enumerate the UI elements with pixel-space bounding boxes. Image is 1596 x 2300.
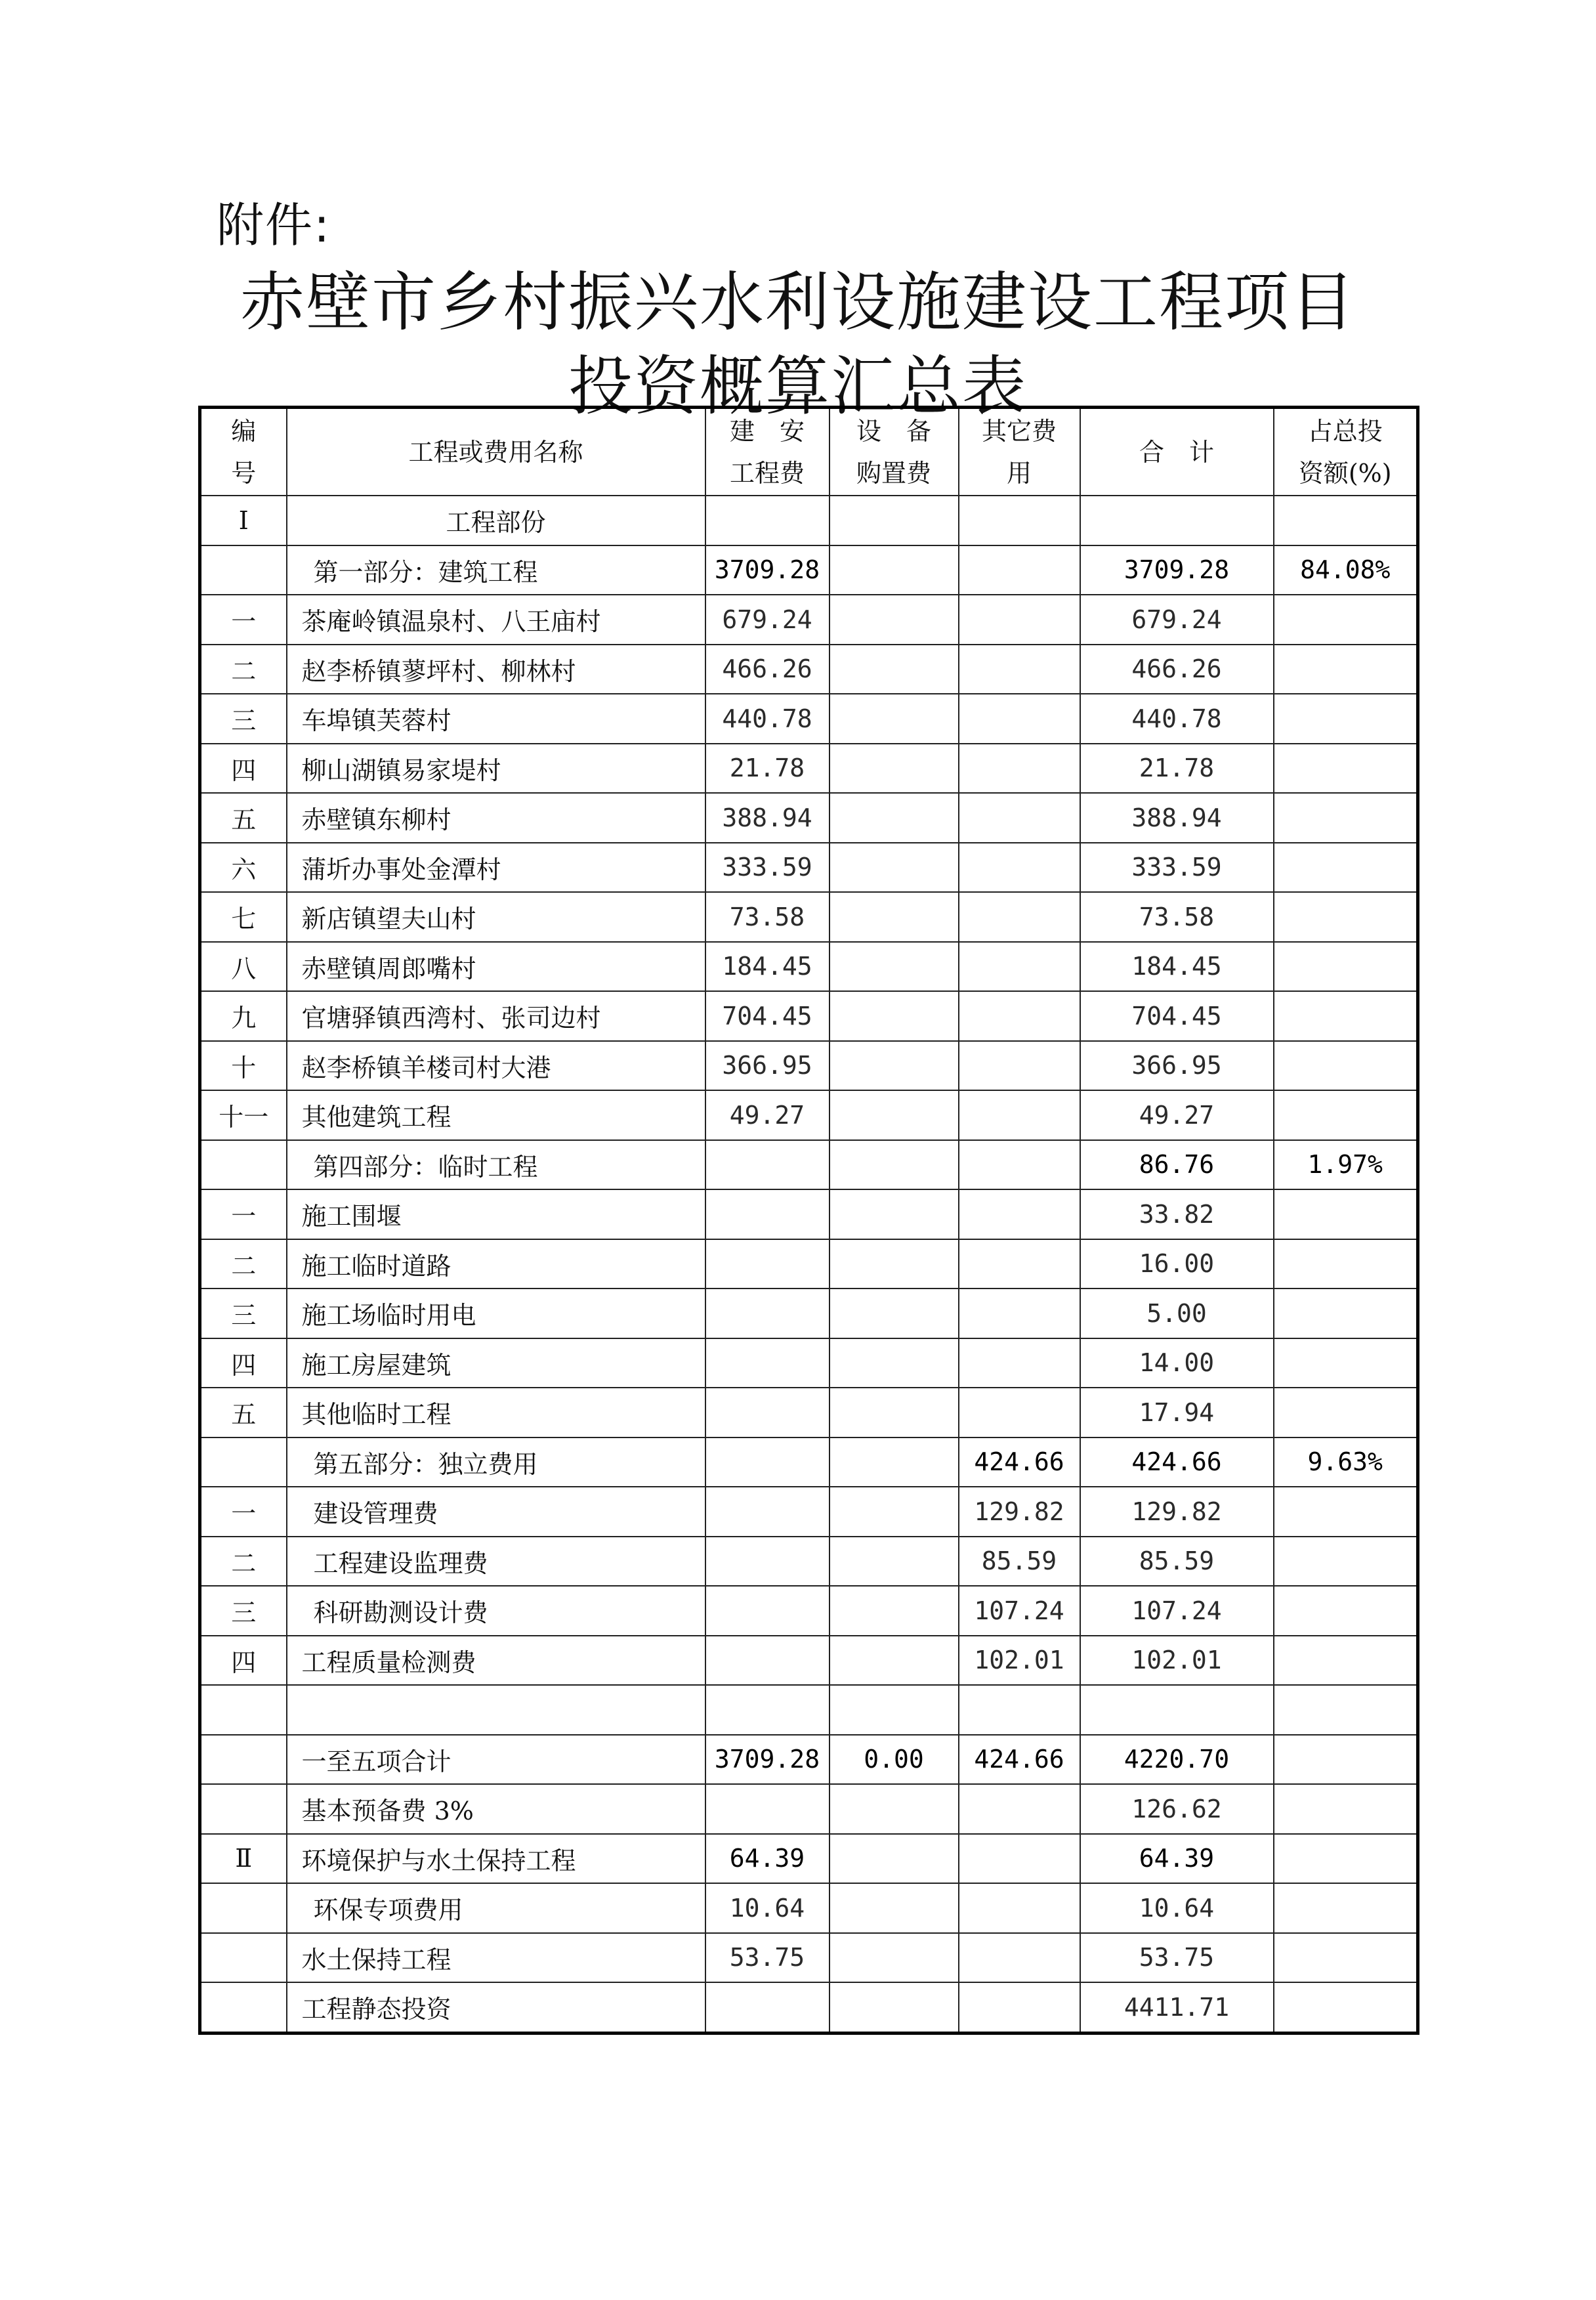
share-percent — [1274, 1883, 1418, 1933]
equipment-cost — [830, 1834, 959, 1884]
row-number: 十 — [200, 1041, 287, 1091]
row-name: 第四部分：临时工程 — [287, 1140, 705, 1190]
header-other: 其它费 用 — [959, 408, 1080, 496]
share-percent — [1274, 1288, 1418, 1338]
share-percent — [1274, 892, 1418, 942]
equipment-cost — [830, 1090, 959, 1140]
other-cost — [959, 595, 1080, 645]
header-build: 建 安 工程费 — [705, 408, 830, 496]
other-cost — [959, 1982, 1080, 2033]
table-row — [200, 942, 1418, 992]
equipment-cost — [830, 1189, 959, 1239]
row-name: 其他临时工程 — [287, 1388, 705, 1438]
row-number — [200, 1140, 287, 1190]
total-cost: 33.82 — [1080, 1189, 1274, 1239]
row-number — [200, 545, 287, 595]
row-name: 工程建设监理费 — [287, 1537, 705, 1587]
equipment-cost — [830, 1784, 959, 1834]
row-number: 三 — [200, 1586, 287, 1636]
table-row — [200, 991, 1418, 1041]
share-percent — [1274, 1537, 1418, 1587]
row-name: 环保专项费用 — [287, 1883, 705, 1933]
row-number: Ⅰ — [200, 496, 287, 545]
table-row — [200, 1735, 1418, 1785]
share-percent — [1274, 991, 1418, 1041]
build-cost: 679.24 — [705, 595, 830, 645]
row-number — [200, 1784, 287, 1834]
table-row — [200, 744, 1418, 794]
equipment-cost — [830, 1140, 959, 1190]
row-name: 赤壁镇周郎嘴村 — [287, 942, 705, 992]
row-number: 一 — [200, 1487, 287, 1537]
build-cost — [705, 1239, 830, 1289]
row-number: 二 — [200, 1537, 287, 1587]
row-number — [200, 1685, 287, 1735]
other-cost — [959, 1834, 1080, 1884]
row-number: 五 — [200, 793, 287, 843]
table-row — [200, 843, 1418, 893]
row-name: 环境保护与水土保持工程 — [287, 1834, 705, 1884]
row-name: 茶庵岭镇温泉村、八王庙村 — [287, 595, 705, 645]
total-cost: 704.45 — [1080, 991, 1274, 1041]
share-percent — [1274, 496, 1418, 545]
equipment-cost — [830, 645, 959, 694]
other-cost — [959, 1388, 1080, 1438]
build-cost — [705, 1685, 830, 1735]
table-row — [200, 694, 1418, 744]
header-pct: 占总投 资额(%) — [1274, 408, 1418, 496]
equipment-cost — [830, 942, 959, 992]
total-cost: 64.39 — [1080, 1834, 1274, 1884]
table-row — [200, 1338, 1418, 1388]
table-row — [200, 1288, 1418, 1338]
share-percent — [1274, 1189, 1418, 1239]
build-cost: 3709.28 — [705, 1735, 830, 1785]
total-cost: 4411.71 — [1080, 1982, 1274, 2033]
table-row — [200, 1933, 1418, 1983]
share-percent — [1274, 1933, 1418, 1983]
row-number: 一 — [200, 595, 287, 645]
other-cost — [959, 496, 1080, 545]
share-percent — [1274, 843, 1418, 893]
row-name: 施工围堰 — [287, 1189, 705, 1239]
build-cost — [705, 1338, 830, 1388]
table-row — [200, 793, 1418, 843]
build-cost — [705, 1189, 830, 1239]
total-cost: 333.59 — [1080, 843, 1274, 893]
build-cost — [705, 1982, 830, 2033]
equipment-cost — [830, 1537, 959, 1587]
row-number: 四 — [200, 1338, 287, 1388]
row-name: 基本预备费 3% — [287, 1784, 705, 1834]
row-number — [200, 1982, 287, 2033]
row-number: 五 — [200, 1388, 287, 1438]
share-percent — [1274, 1784, 1418, 1834]
total-cost: 107.24 — [1080, 1586, 1274, 1636]
equipment-cost — [830, 1636, 959, 1686]
row-number: Ⅱ — [200, 1834, 287, 1884]
total-cost: 4220.70 — [1080, 1735, 1274, 1785]
row-name: 工程质量检测费 — [287, 1636, 705, 1686]
other-cost — [959, 1239, 1080, 1289]
equipment-cost — [830, 1586, 959, 1636]
table-row — [200, 1982, 1418, 2033]
total-cost: 366.95 — [1080, 1041, 1274, 1091]
row-name: 施工场临时用电 — [287, 1288, 705, 1338]
other-cost — [959, 991, 1080, 1041]
total-cost: 86.76 — [1080, 1140, 1274, 1190]
row-name: 工程部份 — [287, 496, 705, 545]
table-row — [200, 1189, 1418, 1239]
other-cost — [959, 1041, 1080, 1091]
other-cost — [959, 1784, 1080, 1834]
table-row — [200, 595, 1418, 645]
other-cost: 102.01 — [959, 1636, 1080, 1686]
other-cost — [959, 892, 1080, 942]
other-cost — [959, 744, 1080, 794]
equipment-cost — [830, 744, 959, 794]
row-number: 九 — [200, 991, 287, 1041]
other-cost: 107.24 — [959, 1586, 1080, 1636]
other-cost — [959, 1933, 1080, 1983]
row-name: 官塘驿镇西湾村、张司边村 — [287, 991, 705, 1041]
row-number: 六 — [200, 843, 287, 893]
build-cost — [705, 1388, 830, 1438]
share-percent — [1274, 1636, 1418, 1686]
table-row — [200, 1685, 1418, 1735]
investment-summary-table — [198, 406, 1419, 2035]
share-percent: 9.63% — [1274, 1438, 1418, 1487]
equipment-cost — [830, 694, 959, 744]
share-percent — [1274, 694, 1418, 744]
table-row — [200, 1041, 1418, 1091]
build-cost: 53.75 — [705, 1933, 830, 1983]
row-number — [200, 1933, 287, 1983]
share-percent — [1274, 1735, 1418, 1785]
table-row — [200, 1834, 1418, 1884]
other-cost — [959, 1189, 1080, 1239]
equipment-cost — [830, 1982, 959, 2033]
total-cost: 10.64 — [1080, 1883, 1274, 1933]
table-row — [200, 1784, 1418, 1834]
build-cost — [705, 1288, 830, 1338]
table-row — [200, 496, 1418, 545]
equipment-cost — [830, 1239, 959, 1289]
other-cost — [959, 1685, 1080, 1735]
row-number: 三 — [200, 1288, 287, 1338]
document-title: 赤壁市乡村振兴水利设施建设工程项目 — [240, 265, 1356, 340]
build-cost — [705, 1487, 830, 1537]
share-percent — [1274, 1982, 1418, 2033]
equipment-cost — [830, 496, 959, 545]
document-subtitle: 投资概算汇总表 — [568, 349, 1028, 424]
equipment-cost — [830, 1685, 959, 1735]
total-cost: 184.45 — [1080, 942, 1274, 992]
equipment-cost: 0.00 — [830, 1735, 959, 1785]
other-cost — [959, 1090, 1080, 1140]
other-cost — [959, 793, 1080, 843]
row-number: 三 — [200, 694, 287, 744]
build-cost — [705, 1586, 830, 1636]
row-name: 科研勘测设计费 — [287, 1586, 705, 1636]
table-row — [200, 1586, 1418, 1636]
row-number: 十一 — [200, 1090, 287, 1140]
equipment-cost — [830, 1338, 959, 1388]
share-percent: 1.97% — [1274, 1140, 1418, 1190]
total-cost: 53.75 — [1080, 1933, 1274, 1983]
build-cost — [705, 1784, 830, 1834]
build-cost — [705, 496, 830, 545]
share-percent — [1274, 942, 1418, 992]
header-name: 工程或费用名称 — [287, 408, 705, 496]
total-cost — [1080, 1685, 1274, 1735]
row-name: 其他建筑工程 — [287, 1090, 705, 1140]
row-number: 四 — [200, 1636, 287, 1686]
equipment-cost — [830, 595, 959, 645]
total-cost: 102.01 — [1080, 1636, 1274, 1686]
build-cost: 3709.28 — [705, 545, 830, 595]
table-row — [200, 1883, 1418, 1933]
build-cost: 49.27 — [705, 1090, 830, 1140]
build-cost: 21.78 — [705, 744, 830, 794]
total-cost: 129.82 — [1080, 1487, 1274, 1537]
equipment-cost — [830, 545, 959, 595]
other-cost: 129.82 — [959, 1487, 1080, 1537]
equipment-cost — [830, 1487, 959, 1537]
table-row — [200, 1239, 1418, 1289]
total-cost: 424.66 — [1080, 1438, 1274, 1487]
equipment-cost — [830, 1288, 959, 1338]
other-cost — [959, 645, 1080, 694]
table-row — [200, 1388, 1418, 1438]
table-row — [200, 645, 1418, 694]
share-percent — [1274, 1586, 1418, 1636]
share-percent: 84.08% — [1274, 545, 1418, 595]
total-cost: 126.62 — [1080, 1784, 1274, 1834]
equipment-cost — [830, 793, 959, 843]
equipment-cost — [830, 1438, 959, 1487]
row-name: 工程静态投资 — [287, 1982, 705, 2033]
table-row — [200, 1636, 1418, 1686]
build-cost: 64.39 — [705, 1834, 830, 1884]
row-number — [200, 1735, 287, 1785]
other-cost — [959, 1883, 1080, 1933]
header-equip: 设 备 购置费 — [830, 408, 959, 496]
total-cost: 5.00 — [1080, 1288, 1274, 1338]
row-number — [200, 1883, 287, 1933]
build-cost — [705, 1537, 830, 1587]
total-cost: 21.78 — [1080, 744, 1274, 794]
table-row — [200, 1090, 1418, 1140]
row-name: 第一部分：建筑工程 — [287, 545, 705, 595]
row-name: 新店镇望夫山村 — [287, 892, 705, 942]
table-row — [200, 1487, 1418, 1537]
equipment-cost — [830, 892, 959, 942]
table-row — [200, 1438, 1418, 1487]
share-percent — [1274, 1090, 1418, 1140]
header-total: 合 计 — [1080, 408, 1274, 496]
row-number: 二 — [200, 645, 287, 694]
row-name: 车埠镇芙蓉村 — [287, 694, 705, 744]
total-cost: 3709.28 — [1080, 545, 1274, 595]
equipment-cost — [830, 991, 959, 1041]
other-cost — [959, 545, 1080, 595]
build-cost — [705, 1636, 830, 1686]
table-row — [200, 1140, 1418, 1190]
share-percent — [1274, 1834, 1418, 1884]
share-percent — [1274, 595, 1418, 645]
share-percent — [1274, 1685, 1418, 1735]
share-percent — [1274, 1487, 1418, 1537]
total-cost — [1080, 496, 1274, 545]
share-percent — [1274, 793, 1418, 843]
build-cost: 10.64 — [705, 1883, 830, 1933]
total-cost: 85.59 — [1080, 1537, 1274, 1587]
equipment-cost — [830, 843, 959, 893]
row-number: 八 — [200, 942, 287, 992]
row-name: 一至五项合计 — [287, 1735, 705, 1785]
build-cost — [705, 1438, 830, 1487]
total-cost: 14.00 — [1080, 1338, 1274, 1388]
header-no: 编 号 — [200, 408, 287, 496]
other-cost — [959, 942, 1080, 992]
table-row — [200, 892, 1418, 942]
total-cost: 17.94 — [1080, 1388, 1274, 1438]
build-cost: 440.78 — [705, 694, 830, 744]
row-name: 赵李桥镇蓼坪村、柳林村 — [287, 645, 705, 694]
other-cost — [959, 694, 1080, 744]
other-cost: 424.66 — [959, 1438, 1080, 1487]
build-cost: 388.94 — [705, 793, 830, 843]
build-cost — [705, 1140, 830, 1190]
other-cost — [959, 1338, 1080, 1388]
attachment-label: 附件: — [217, 198, 331, 253]
equipment-cost — [830, 1883, 959, 1933]
row-name: 施工房屋建筑 — [287, 1338, 705, 1388]
table-header-row — [200, 408, 1418, 496]
total-cost: 49.27 — [1080, 1090, 1274, 1140]
row-number: 四 — [200, 744, 287, 794]
total-cost: 73.58 — [1080, 892, 1274, 942]
build-cost: 366.95 — [705, 1041, 830, 1091]
total-cost: 16.00 — [1080, 1239, 1274, 1289]
share-percent — [1274, 1041, 1418, 1091]
total-cost: 440.78 — [1080, 694, 1274, 744]
table-row — [200, 545, 1418, 595]
row-number — [200, 1438, 287, 1487]
build-cost: 704.45 — [705, 991, 830, 1041]
total-cost: 466.26 — [1080, 645, 1274, 694]
share-percent — [1274, 1239, 1418, 1289]
row-name: 建设管理费 — [287, 1487, 705, 1537]
total-cost: 679.24 — [1080, 595, 1274, 645]
share-percent — [1274, 645, 1418, 694]
row-number: 二 — [200, 1239, 287, 1289]
share-percent — [1274, 1338, 1418, 1388]
row-name: 赵李桥镇羊楼司村大港 — [287, 1041, 705, 1091]
other-cost — [959, 1140, 1080, 1190]
build-cost: 466.26 — [705, 645, 830, 694]
equipment-cost — [830, 1041, 959, 1091]
row-name — [287, 1685, 705, 1735]
other-cost: 424.66 — [959, 1735, 1080, 1785]
build-cost: 184.45 — [705, 942, 830, 992]
equipment-cost — [830, 1388, 959, 1438]
build-cost: 333.59 — [705, 843, 830, 893]
row-name: 赤壁镇东柳村 — [287, 793, 705, 843]
row-name: 柳山湖镇易家堤村 — [287, 744, 705, 794]
equipment-cost — [830, 1933, 959, 1983]
build-cost: 73.58 — [705, 892, 830, 942]
row-name: 蒲圻办事处金潭村 — [287, 843, 705, 893]
row-name: 第五部分：独立费用 — [287, 1438, 705, 1487]
share-percent — [1274, 1388, 1418, 1438]
other-cost — [959, 843, 1080, 893]
row-number: 一 — [200, 1189, 287, 1239]
other-cost — [959, 1288, 1080, 1338]
row-name: 施工临时道路 — [287, 1239, 705, 1289]
other-cost: 85.59 — [959, 1537, 1080, 1587]
table-row — [200, 1537, 1418, 1587]
total-cost: 388.94 — [1080, 793, 1274, 843]
row-number: 七 — [200, 892, 287, 942]
row-name: 水土保持工程 — [287, 1933, 705, 1983]
share-percent — [1274, 744, 1418, 794]
